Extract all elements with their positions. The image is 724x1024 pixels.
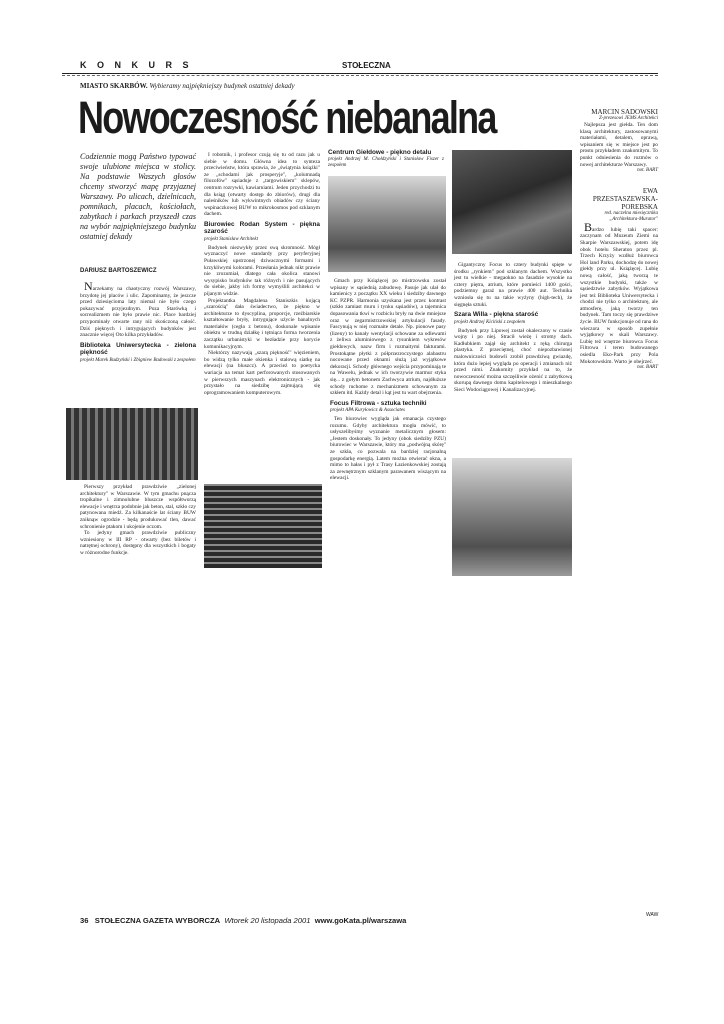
footer-page-number: 36 [80, 916, 89, 925]
author-byline: DARIUSZ BARTOSZEWICZ [80, 268, 157, 274]
col2-body: I robotnik, i profesor czują się tu od razu jak u siebie w domu. Główna idea to synteza przeciwieństw, która sprawia, że „świątynia książki" ze „schodami jak prosperyje", „kolumnadą filozofów" sąsiaduje z „targowiskiem" sklepów, centrum rozrywki, kawiarniami. Jeden przychodzi tu dla ksiąg (otwarty dostęp do zbiorów), drugi dla naleśników lub wykwintnych obiadów czy ściany wspinaczkowej BUW to mikrokosmos pod szklanym dachem. [204, 152, 320, 218]
sidebar-name-1: MARCIN SADOWSKI [591, 108, 658, 116]
col1-project: projekt Marek Budzyński i Zbigniew Badowski z zespołem [80, 357, 196, 363]
col2-project: projekt Stanisław Architekt [204, 236, 258, 242]
col1-subheading: Biblioteka Uniwersytecka - zielona piękność [80, 341, 196, 357]
col4-body2: Budynek przy Lipowej został okaleczony w czasie wojny i po niej. Stracił wieżę i stromy dach. Kadłubkiem zajął się architekt z ręką chirurga plastyka. Z przeciętnej, choć niepozbawionej malowniczości budowli zrobił prawdziwą gwiazdę, która dużo lepiej wygląda po operacji i zmianach niż przed nimi. Znakomity przykład na to, że nowoczesność można szczęśliwie ożenić z zabytkową skorupą dawnego domu kapitelowego i mieszkalnego Sieci Wodociągowej i Kanalizacyjnej. [454, 327, 572, 393]
column-4 [454, 262, 572, 394]
library-photo [66, 408, 198, 480]
column-1-top [80, 279, 196, 366]
section-label: K O N K U R S [80, 60, 193, 70]
sidebar-text-1: Najlepsza jest giełda. Ten dom klasą architektury, zastosowanymi materiałami, detalem, oprawą, wpisaniem się w miejsce jest po prostu przykładem znakomitym. To punkt odniesienia do rozmów o nowej architekturze Warszawy. [580, 122, 658, 168]
section-center-label: STOŁECZNA [342, 61, 391, 70]
footer-code: WAW [646, 912, 659, 918]
headline: Nowoczesność niebanalna [78, 92, 496, 143]
col4-project: projekt Andrzej Kiciński z zespołem [454, 319, 526, 325]
sidebar-signature-2: not. BART [637, 365, 658, 371]
col3-project-2: projekt APA Kuryłowicz & Associates [330, 408, 405, 414]
villa-photo [452, 458, 572, 576]
col3-body2: Ten biurowiec wygląda jak emanacja czystego rozumu. Gdyby architektura mogła mówić, to usłyszelibyśmy wyznanie metalicznym głosem: „Jestem doskonały. To jedyny (obok siedziby PZU) biurowiec w Warszawie, który ma „podwójną skórę" ze szkła, co pozwala na bardziej racjonalną gospodarkę energią. Latem można otwierać okna, a mimo to hałas i pył z Trasy Łazienkowskiej zostają za zewnętrznym szklanym parawanem wiszącym na elewacji. [330, 416, 446, 482]
col3-body: Gmach przy Książęcej po mistrzowsku został wpisany w sąsiednią zabudowę. Pasuje jak ulał do kamienicy z początku XX wieku i siedziby dawnego KC PZPR. Harmonia uzyskana jest przez kontrast (szkło zamiast muru i tynku sąsiadów), a tajemnica dopasowania tkwi w rozbiciu bryły na dwie mniejsze oraz w zegarmistrzowskiej artykulacji fasady. Fascynują w niej rozmaite detale. Np. pionowe pasy (lizeny) to kanały wentylacji schowane za odlewami z żeliwa aluminiowego z rysunkiem wykresów giełdowych, nazw firm i rozmaitymi fakturami. Prostokątne płytki z półprzezroczystego alabastru nocowane przed oknami służą jaż wyjątkowe dekoracji. Schody głównego wejścia przypominają te na Wawelu, jednak w ich tworzywie marmur styka się... z gołym betonem Zachwyca atrium, najdłuższe schody ruchome z mechanizmem schowanym za szkłem itd. Każdy detal i kąt jest tu wart obejrzenia. [330, 278, 446, 397]
sidebar-role-2: red. naczelna miesięcznika „Architektura-Murator" [604, 210, 658, 222]
footer-paper-name: STOŁECZNA GAZETA WYBORCZA [94, 916, 221, 925]
col1-body2: To jedyny gmach prawdziwie publiczny wzniesiony w III RP - otwarty (bez biletów i natrętnej ochrony), dostępny dla wszystkich i bogaty w różnorodne funkcje. [80, 530, 196, 556]
footer-url: www.goKata.pl/warszawa [314, 916, 407, 925]
lead-paragraph: Codziennie mogą Państwo typować swoje ulubione miejsca w stolicy. Na podstawie Waszych głosów chcemy stworzyć mapę przyjaznej Warszawy. Po ulicach, dzielnicach, pomnikach, placach, kościołach, zabytkach i parkach przyszedł czas na wybór najpiękniejszego budynku ostatniej dekady [80, 152, 196, 241]
sidebar-signature-1: not. BART [637, 168, 658, 174]
sidebar-text-2: Bardzo lubię taki spacer: zaczynam od Muzeum Ziemi na Skarpie Warszawskiej, potem idę obok hotelu Sheraton przez pl. Trzech Krzyży wzdłuż biurowca Hol land Parku, dochodzę do nowej giełdy przy ul. Książęcej. Lubię nową całość, jaką tworzą te wszystkie budynki, także w sąsiedztwie zabytków. Wyjątkowa jest też Biblioteka Uniwersytecka i chodzi nie tylko o architekturę, ale atmosferę, jaką tworzy ten budynek. Tam toczy się prawdziwe życie. BUW funkcjonuje od rana do wieczora w sposób zupełnie wyjątkowy w skali Warszawy. Lubię też wnętrze biurowca Focus Filtrowa i teren budowanego osiedla Eko-Park przy Pola Mokotowskim. Warto je obejrzeć. [580, 219, 658, 365]
col4-body: Gigantyczny Focus to cztery budynki spięte w środku „rynkiem" pod szklanym dachem. Wszystko jest tu wielkie - megaokno na fasadzie wysokie na cztery piętra, atrium, które pomieści 1400 gości, podziemny garaż na prawie 400 aut. Technika wzniosła się tu na takie wyżyny (high-tech), że sięgnęła sztuki. [454, 262, 572, 308]
column-3-head [328, 146, 444, 171]
col3-project: projekt Andrzej M. Chołdzyński i Stanisław Fiszer z zespołem [328, 157, 444, 169]
dashed-rule [62, 75, 658, 76]
exchange-photo [328, 176, 446, 272]
column-2 [204, 152, 320, 396]
col2-body2: Budynek niezwykły przez swą skromność. Mógł wyznaczyć nowe standardy przy peryferyjnej Puławskiej upstrzonej dziwacznymi formami i krzykliwymi kolorami. Przesłania jednak nikt prawie nie zrozumiał, dlatego cała okolica stanowi wysypisko budynków tak różnych i nie pasujących do siebie, jakby ich formy wymyślili architekci w pijanym widzie. [204, 244, 320, 297]
series-tagline: Wybieramy najpiękniejszy budynek ostatniej dekady [149, 82, 295, 90]
footer-date: Wtorek 20 listopada 2001 [224, 916, 311, 925]
col1-intro: Narzekamy na chaotyczny rozwój Warszawy, brzydotę jej placów i ulic. Zapominamy, że jeszcze przed dziesięcioma laty niemal nie było czego pokazywać przyjezdnym. Poza Starówką i socrealizmem nie było prawie nic. Place bardziej przypominały otwarte rany niż skończoną całość. Dziś pięknych i intrygujących budynków jest znacznie więcej Oto kilka przykładów. [80, 279, 196, 339]
column-1-bottom [80, 484, 196, 557]
column-3-body [330, 278, 446, 482]
series-name: MIASTO SKARBÓW. [80, 82, 148, 90]
series-line [80, 82, 295, 90]
footer [80, 916, 406, 925]
col4-subheading: Szara Willa - piękna starość [454, 311, 539, 319]
sidebar-role-1: Z-prezesowi JEMS Architekci [599, 116, 658, 121]
col3-subheading-2: Focus Filtrowa - sztuka techniki [330, 399, 427, 407]
col1-body: Pierwszy przykład prawdziwie „zielonej architektury" w Warszawie. W tym gmachu pnącza tropikalne i zimnolubne bluszcze współtworzą elewacje i wnętrza podobnie jak beton, stal, szkło czy patynowana miedź. Za kilkanaście lat ściany BUW zniknąw ogrodzie - będą produkować tlen, dawać schronienie ptakom i ukojenie oczom. [80, 484, 196, 530]
sidebar-name-2: EWA PRZESTASZEWSKA-POREBSKA [592, 186, 658, 211]
focus-photo [452, 150, 572, 254]
rodan-photo [204, 484, 322, 568]
col2-body4: Niektórzy nazywają „szarą piękność" więzieniem, bo widzą tylko małe okienka i stalową siatkę na elewacji (na bluszcz). A przecież to poetycka wariacja na temat kart perforowanych stosowanych w pierwszych maszynach elektronicznych - jak przystało na siedzibę zajmującą się oprogramowaniem komputerowym. [204, 350, 320, 396]
col2-body3: Projektantka Magdalena Staniszkis kojącą „szarością" dała świadectwo, że piękno w architekturze to dyscyplina, proporcje, rzeźbiarskie kształtowanie bryły, intrygujące użycie banalnych materiałów (cegła z betonu), doskonale wpisanie obiektu w trudną działkę i tętniąca forma tworzenia zaczątku urbanistyki w bezładzie przy korycie komunikacyjnym. [204, 297, 320, 350]
col3-subheading: Centrum Giełdowe - piękno detalu [328, 149, 432, 156]
col2-subheading: Biurowiec Rodan System - piękna szarość [204, 220, 320, 236]
top-rule [62, 73, 658, 74]
sidebar [580, 108, 658, 372]
